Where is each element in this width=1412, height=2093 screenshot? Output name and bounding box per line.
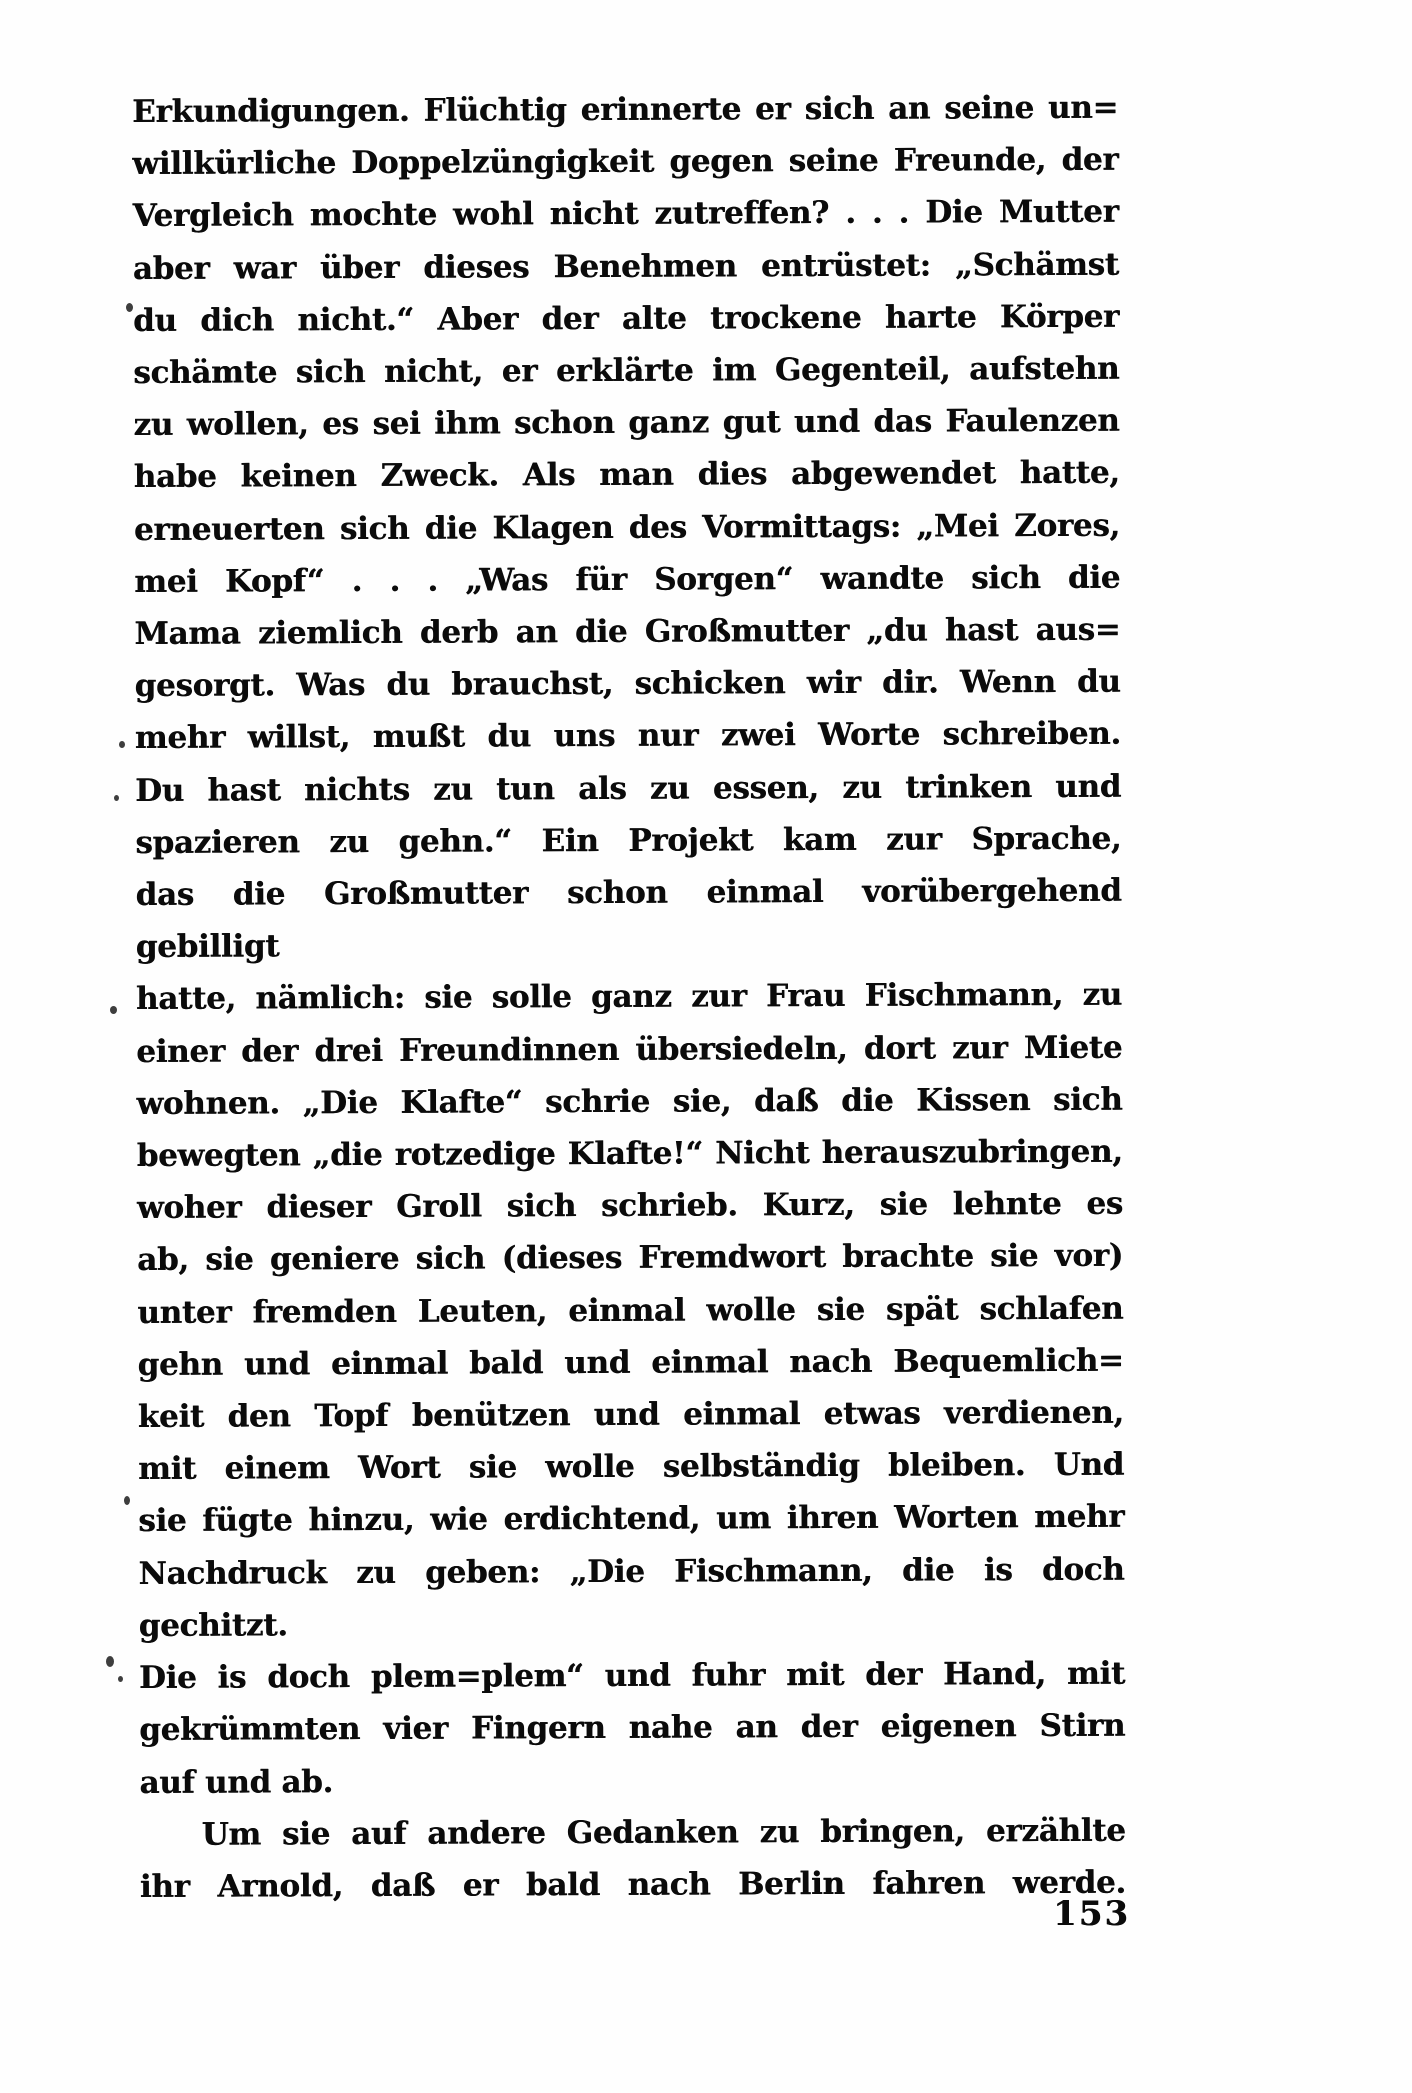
text-line: keit den Topf benützen und einmal etwas verdienen,: [137, 1394, 1124, 1436]
text-line: mei Kopf“ . . . „Was für Sorgen“ wandte sich die: [134, 559, 1121, 600]
text-line: spazieren zu gehn.“ Ein Projekt kam zur Sprache,: [135, 820, 1122, 861]
ink-speck: [126, 303, 133, 312]
text-line: Vergleich mochte wohl nicht zutreffen? . . . Die Mutter: [132, 194, 1119, 235]
text-line: Nachdruck zu geben: „Die Fischmann, die is doch gechitzt.: [138, 1551, 1125, 1644]
text-line: Erkundigungen. Flüchtig erinnerte er sich an seine un=: [132, 89, 1119, 130]
text-line: woher dieser Groll sich schrieb. Kurz, sie lehnte es: [136, 1185, 1123, 1227]
text-line: zu wollen, es sei ihm schon ganz gut und das Faulenzen: [133, 402, 1120, 444]
text-line: gekrümmten vier Fingern nahe an der eigenen Stirn: [139, 1707, 1126, 1749]
ink-speck: [118, 1676, 123, 1682]
ink-speck: [119, 741, 125, 748]
text-line: einer der drei Freundinnen übersiedeln, dort zur Miete: [136, 1029, 1123, 1070]
text-line: du dich nicht.“ Aber der alte trockene harte Körper: [132, 298, 1120, 339]
text-line: gesorgt. Was du brauchst, schicken wir dir. Wenn du: [134, 663, 1121, 705]
text-line: sie fügte hinzu, wie erdichtend, um ihren Worten mehr: [138, 1499, 1125, 1540]
text-line: mehr willst, mußt du uns nur zwei Worte schreiben.: [134, 716, 1121, 757]
page-text-block: [132, 82, 1126, 1913]
text-line: habe keinen Zweck. Als man dies abgewendet hatte,: [133, 455, 1120, 496]
text-line: Mama ziemlich derb an die Großmutter „du hast aus=: [134, 611, 1121, 653]
text-line: ihr Arnold, daß er bald nach Berlin fahren werde.: [139, 1864, 1126, 1905]
text-line: Um sie auf andere Gedanken zu bringen, erzählte: [201, 1812, 1126, 1853]
text-line: erneuerten sich die Klagen des Vormittags: „Mei Zores,: [133, 507, 1121, 548]
text-line: willkürliche Doppelzüngigkeit gegen seine Freunde, der: [132, 141, 1119, 183]
text-line: auf und ab.: [139, 1763, 334, 1801]
paragraph: [132, 82, 1126, 1809]
text-line: das die Großmutter schon einmal vorübergehend gebilligt: [135, 872, 1122, 966]
text-line: hatte, nämlich: sie solle ganz zur Frau Fischmann, zu: [135, 977, 1123, 1018]
text-line: schämte sich nicht, er erklärte im Gegenteil, aufstehn: [133, 350, 1120, 392]
text-line: unter fremden Leuten, einmal wolle sie spät schlafen: [137, 1290, 1124, 1331]
ink-speck: [114, 795, 119, 801]
text-line: aber war über dieses Benehmen entrüstet: „Schämst: [132, 246, 1119, 287]
text-line: gehn und einmal bald und einmal nach Bequemlich=: [137, 1342, 1124, 1383]
page-number: 153: [1053, 1894, 1130, 1934]
text-line: Du hast nichts zu tun als zu essen, zu trinken und: [134, 768, 1122, 809]
text-line: mit einem Wort sie wolle selbständig bleiben. Und: [137, 1446, 1125, 1488]
text-line: Die is doch plem=plem“ und fuhr mit der Hand, mit: [138, 1655, 1126, 1697]
text-line: ab, sie geniere sich (dieses Fremdwort brachte sie vor): [137, 1238, 1124, 1279]
ink-speck: [106, 1656, 114, 1667]
ink-speck: [110, 1006, 117, 1014]
text-line: bewegten „die rotzedige Klafte!“ Nicht herauszubringen,: [136, 1133, 1123, 1175]
ink-speck: [124, 1496, 130, 1505]
text-line: wohnen. „Die Klafte“ schrie sie, daß die Kissen sich: [136, 1081, 1123, 1122]
